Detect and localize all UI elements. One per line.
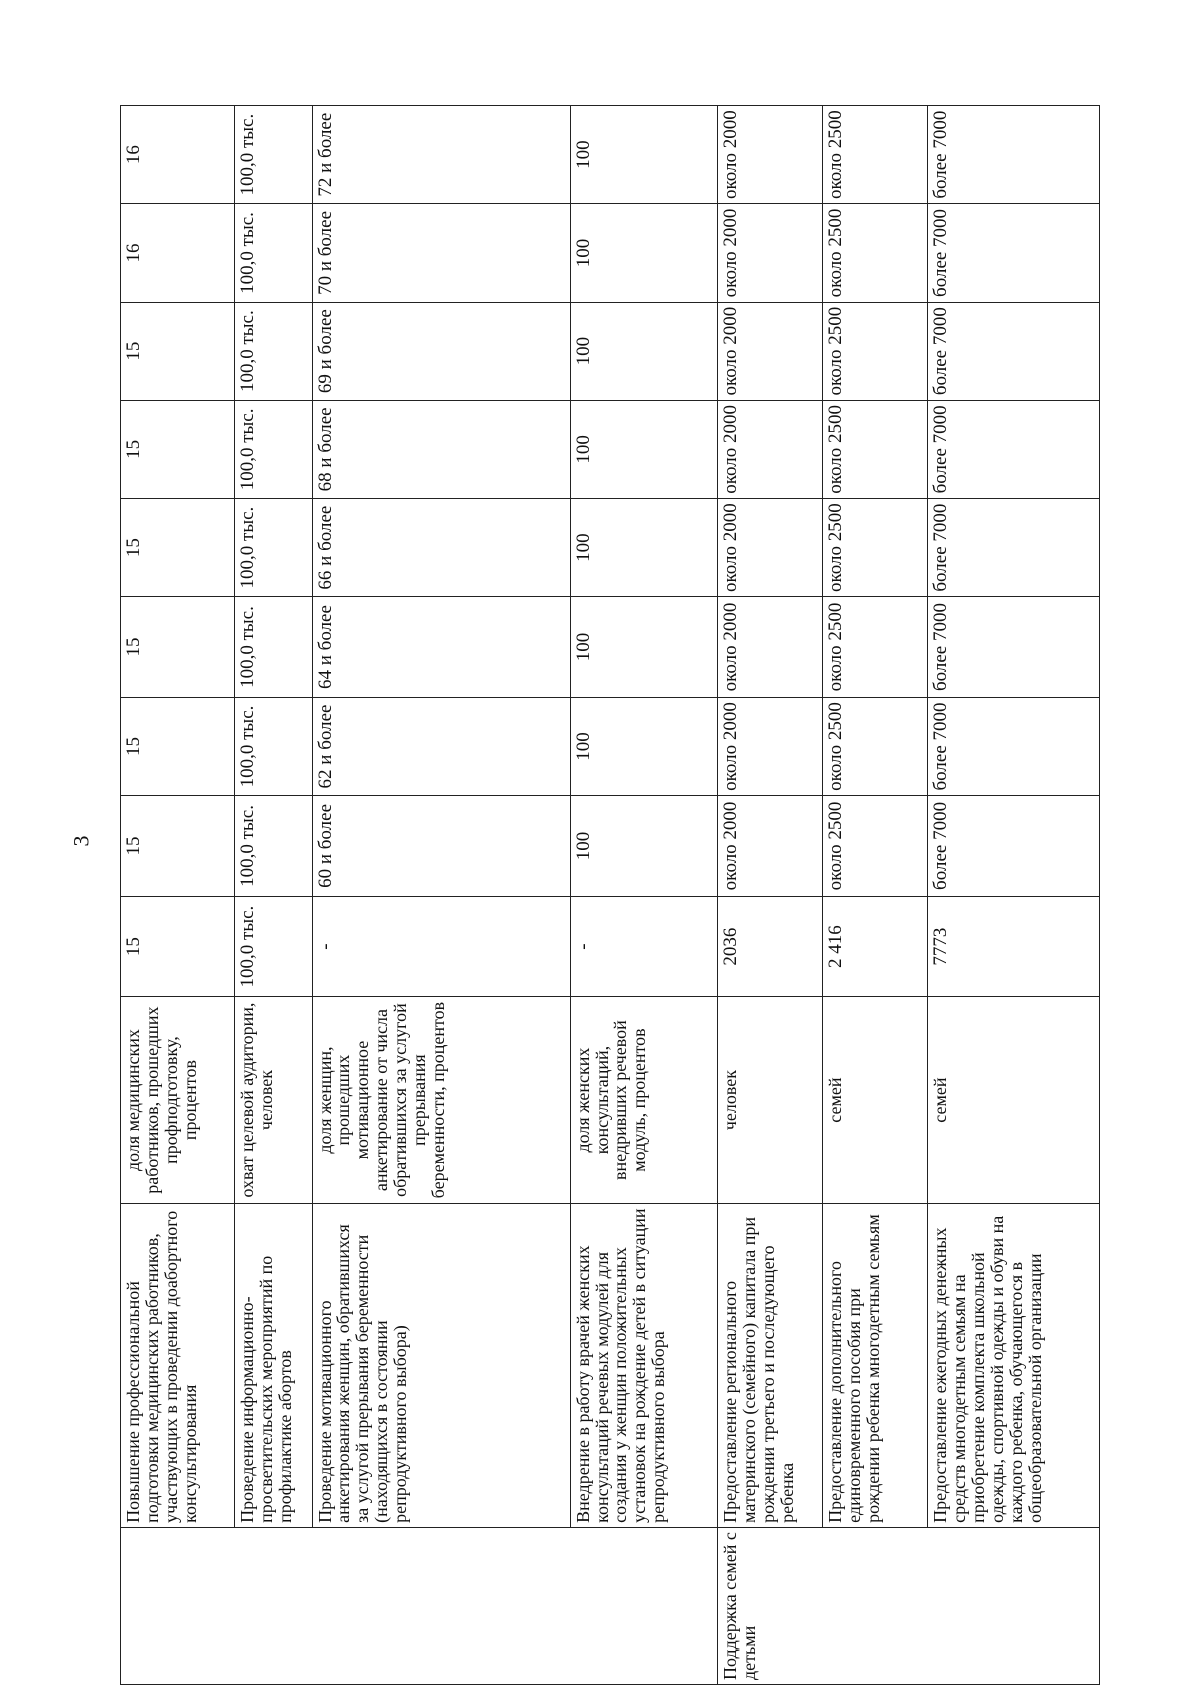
- value-cell: 100,0 тыс.: [235, 498, 313, 596]
- value-cell: около 2500: [823, 498, 928, 596]
- value-cell: 7773: [928, 896, 1100, 997]
- value-cell: 2 416: [823, 896, 928, 997]
- table-row: [570, 106, 717, 1685]
- value-cell: 62 и более: [312, 697, 570, 795]
- value-cell: 68 и более: [312, 400, 570, 498]
- indicator-cell: охват целевой аудитории, человек: [235, 997, 313, 1203]
- value-cell: 100: [570, 400, 717, 498]
- value-cell: более 7000: [928, 106, 1100, 204]
- measures-table: [120, 105, 1100, 1685]
- value-cell: около 2000: [717, 498, 822, 596]
- section-cell: [570, 1527, 717, 1684]
- page-number: 3: [68, 835, 94, 847]
- table-row: [928, 106, 1100, 1685]
- value-cell: около 2000: [717, 302, 822, 400]
- value-cell: 100: [570, 498, 717, 596]
- indicator-cell: человек: [717, 997, 822, 1203]
- value-cell: 100,0 тыс.: [235, 302, 313, 400]
- value-cell: 100: [570, 106, 717, 204]
- indicator-cell: доля женских консультаций, внедривших речевой модуль, процентов: [570, 997, 717, 1203]
- value-cell: около 2000: [717, 697, 822, 795]
- value-cell: 15: [121, 796, 235, 897]
- value-cell: около 2000: [717, 204, 822, 302]
- value-cell: 60 и более: [312, 796, 570, 897]
- indicator-cell: семей: [928, 997, 1100, 1203]
- value-cell: 15: [121, 498, 235, 596]
- section-cell: [823, 1527, 928, 1684]
- section-cell: [312, 1527, 570, 1684]
- value-cell: 100: [570, 302, 717, 400]
- measure-cell: Предоставление регионального материнского (семейного) капитала при рождении третьего и последующего ребенка: [717, 1203, 822, 1527]
- value-cell: 16: [121, 204, 235, 302]
- value-cell: -: [312, 896, 570, 997]
- table-row: [823, 106, 928, 1685]
- value-cell: более 7000: [928, 400, 1100, 498]
- value-cell: 100,0 тыс.: [235, 204, 313, 302]
- value-cell: около 2000: [717, 400, 822, 498]
- value-cell: 66 и более: [312, 498, 570, 596]
- value-cell: 70 и более: [312, 204, 570, 302]
- value-cell: около 2000: [717, 597, 822, 698]
- value-cell: 100: [570, 204, 717, 302]
- value-cell: 100,0 тыс.: [235, 597, 313, 698]
- section-cell: [121, 1527, 235, 1684]
- value-cell: 15: [121, 302, 235, 400]
- value-cell: около 2500: [823, 697, 928, 795]
- indicator-cell: семей: [823, 997, 928, 1203]
- table-row: [312, 106, 570, 1685]
- value-cell: 100: [570, 697, 717, 795]
- indicator-cell: доля женщин, прошедших мотивационное анкетирование от числа обратившихся за услугой прерывания беременности, процентов: [312, 997, 570, 1203]
- measure-cell: Предоставление дополнительного единовременного пособия при рождении ребенка многодетным семьям: [823, 1203, 928, 1527]
- value-cell: более 7000: [928, 597, 1100, 698]
- table-row: [121, 106, 235, 1685]
- value-cell: 16: [121, 106, 235, 204]
- value-cell: около 2000: [717, 106, 822, 204]
- value-cell: 100,0 тыс.: [235, 796, 313, 897]
- measure-cell: Проведение информационно-просветительских мероприятий по профилактике абортов: [235, 1203, 313, 1527]
- value-cell: 100: [570, 597, 717, 698]
- value-cell: 15: [121, 896, 235, 997]
- value-cell: более 7000: [928, 697, 1100, 795]
- section-cell: Поддержка семей с детьми: [717, 1527, 822, 1684]
- measure-cell: Повышение профессиональной подготовки медицинских работников, участвующих в проведении доабортного консультирования: [121, 1203, 235, 1527]
- measure-cell: Внедрение в работу врачей женских консультаций речевых модулей для создания у женщин положительных установок на рождение детей в ситуации репродуктивного выбора: [570, 1203, 717, 1527]
- value-cell: 15: [121, 597, 235, 698]
- section-cell: [235, 1527, 313, 1684]
- value-cell: 100,0 тыс.: [235, 896, 313, 997]
- value-cell: 100,0 тыс.: [235, 400, 313, 498]
- value-cell: 100: [570, 796, 717, 897]
- value-cell: 64 и более: [312, 597, 570, 698]
- rotated-page-area: [120, 105, 1100, 1685]
- value-cell: 2036: [717, 896, 822, 997]
- section-cell: [928, 1527, 1100, 1684]
- value-cell: более 7000: [928, 204, 1100, 302]
- value-cell: 15: [121, 697, 235, 795]
- value-cell: около 2500: [823, 106, 928, 204]
- table-row: [717, 106, 822, 1685]
- value-cell: более 7000: [928, 302, 1100, 400]
- value-cell: 100,0 тыс.: [235, 697, 313, 795]
- value-cell: около 2500: [823, 597, 928, 698]
- value-cell: более 7000: [928, 796, 1100, 897]
- value-cell: около 2500: [823, 302, 928, 400]
- value-cell: около 2500: [823, 796, 928, 897]
- value-cell: 15: [121, 400, 235, 498]
- measure-cell: Предоставление ежегодных денежных средств многодетным семьям на приобретение комплекта школьной одежды, спортивной одежды и обуви на каждого ребенка, обучающегося в общеобразовательной организации: [928, 1203, 1100, 1527]
- table-wrapper: [120, 105, 1100, 1685]
- measure-cell: Проведение мотивационного анкетирования женщин, обратившихся за услугой прерывания беременности (находящихся в состоянии репродуктивного выбора): [312, 1203, 570, 1527]
- value-cell: более 7000: [928, 498, 1100, 596]
- table-row: [235, 106, 313, 1685]
- value-cell: 100,0 тыс.: [235, 106, 313, 204]
- value-cell: около 2500: [823, 400, 928, 498]
- value-cell: -: [570, 896, 717, 997]
- value-cell: 69 и более: [312, 302, 570, 400]
- indicator-cell: доля медицинских работников, прошедших профподготовку, процентов: [121, 997, 235, 1203]
- value-cell: 72 и более: [312, 106, 570, 204]
- value-cell: около 2000: [717, 796, 822, 897]
- value-cell: около 2500: [823, 204, 928, 302]
